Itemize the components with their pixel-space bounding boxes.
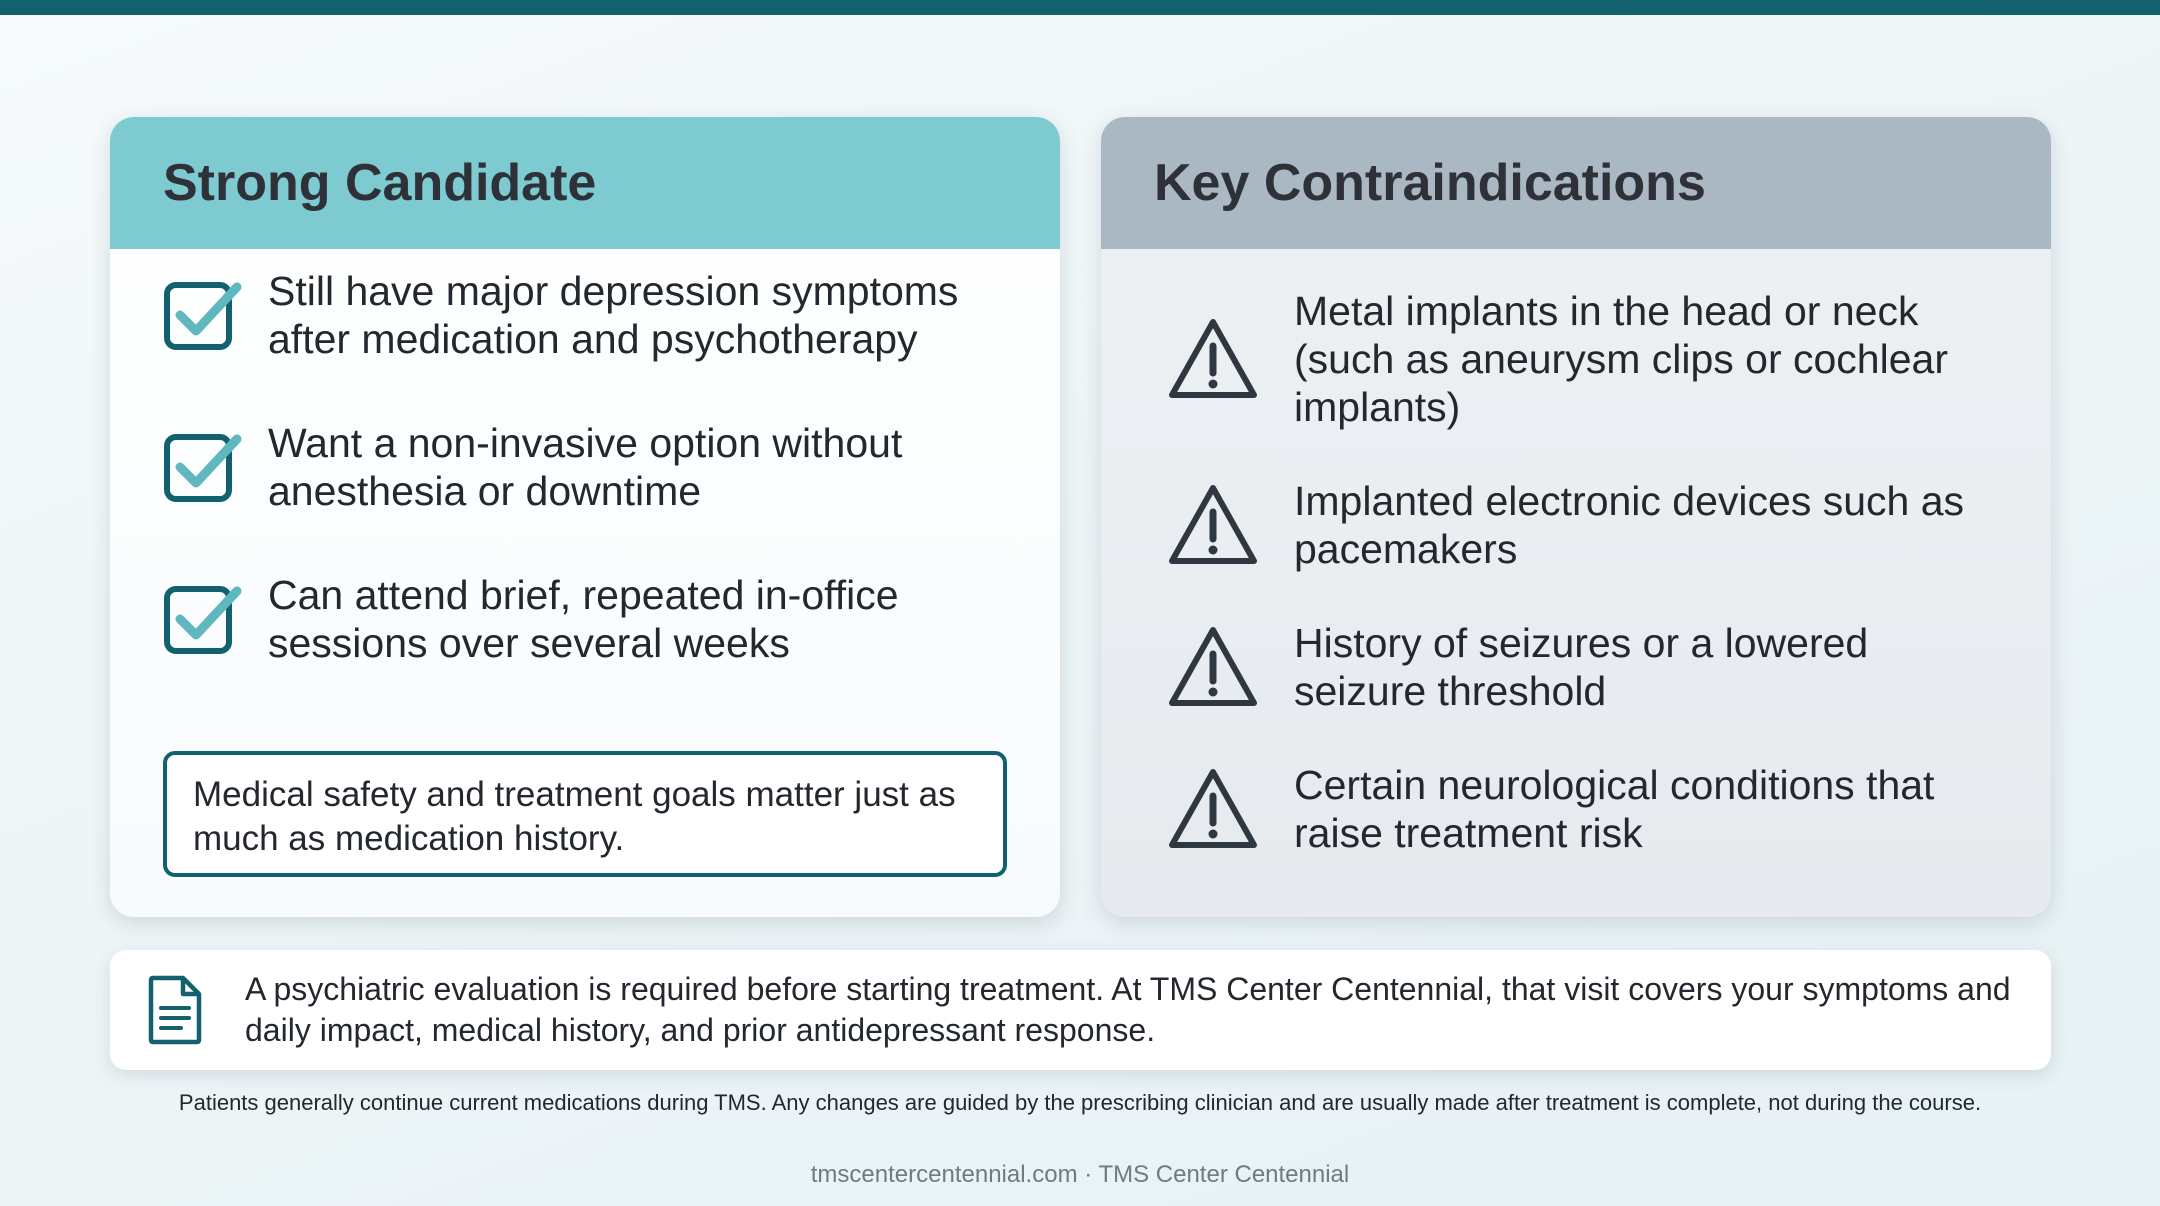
candidate-item xyxy=(163,267,1023,363)
contraindications-title: Key Contraindications xyxy=(1101,117,2051,249)
candidate-item-text: Want a non-invasive option without anesthesia or downtime xyxy=(268,420,903,514)
checkbox-check-icon xyxy=(163,275,243,355)
strong-candidate-title: Strong Candidate xyxy=(110,117,1060,249)
contraindication-item xyxy=(1167,619,2007,715)
site-footer: tmscentercentennial.com · TMS Center Centennial xyxy=(810,1161,1350,1188)
contraindication-item-text: History of seizures or a lowered seizure threshold xyxy=(1294,620,1869,714)
contraindication-item-text: Metal implants in the head or neck (such as aneurysm clips or cochlear implants) xyxy=(1294,288,1948,430)
contraindication-item-text: Implanted electronic devices such as pacemakers xyxy=(1294,478,1965,572)
contraindication-item xyxy=(1167,761,2007,857)
checkbox-check-icon xyxy=(163,579,243,659)
contraindication-item xyxy=(1167,477,2007,573)
warning-triangle-icon xyxy=(1167,483,1259,567)
candidate-note-box: Medical safety and treatment goals matter just as much as medication history. xyxy=(163,751,1007,877)
document-icon xyxy=(145,974,205,1046)
warning-triangle-icon xyxy=(1167,767,1259,851)
warning-triangle-icon xyxy=(1167,625,1259,709)
evaluation-info-box xyxy=(110,950,2051,1070)
evaluation-text: A psychiatric evaluation is required before starting treatment. At TMS Center Centennial, that visit covers your symptoms and daily impact, medical history, and prior antidepressant response. xyxy=(245,971,2011,1048)
contraindications-card xyxy=(1101,117,2051,917)
strong-candidate-card xyxy=(110,117,1060,917)
medication-footnote: Patients generally continue current medications during TMS. Any changes are guided by the prescribing clinician and are usually made after treatment is complete, not during the course. xyxy=(178,1090,1982,1115)
top-accent-bar xyxy=(0,0,2160,15)
contraindication-item xyxy=(1167,287,2007,431)
candidate-item-text: Can attend brief, repeated in-office sessions over several weeks xyxy=(268,572,899,666)
candidate-item-text: Still have major depression symptoms after medication and psychotherapy xyxy=(268,268,959,362)
contraindication-item-text: Certain neurological conditions that raise treatment risk xyxy=(1294,762,1935,856)
candidate-item xyxy=(163,419,1023,515)
warning-triangle-icon xyxy=(1167,317,1259,401)
candidate-item xyxy=(163,571,1023,667)
checkbox-check-icon xyxy=(163,427,243,507)
